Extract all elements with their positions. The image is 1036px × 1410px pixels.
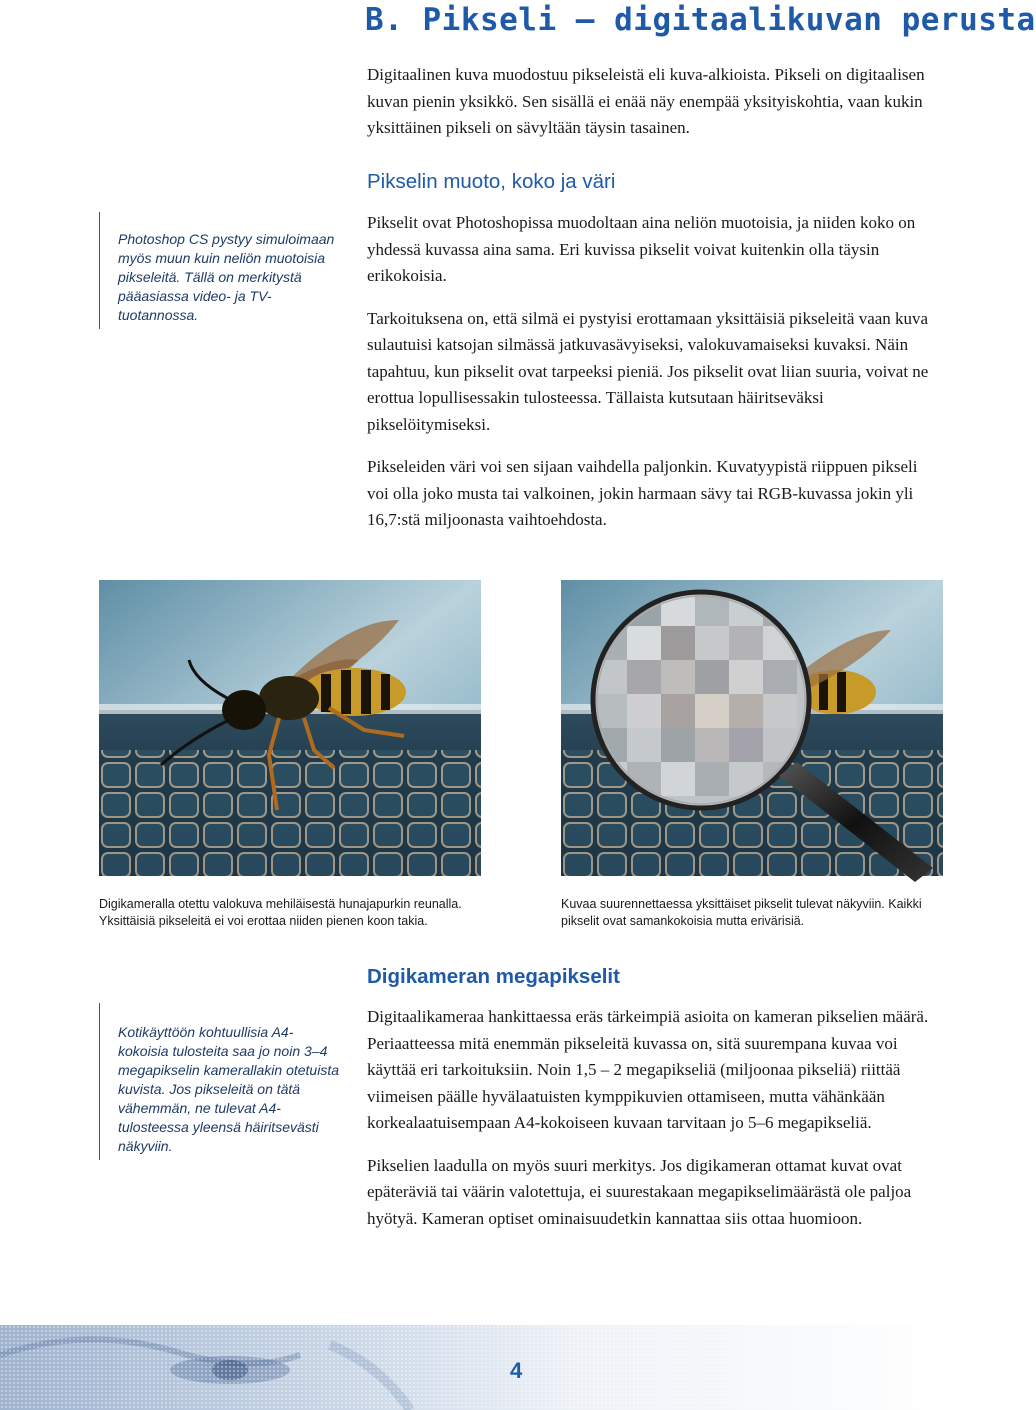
footer-face-image xyxy=(0,1325,960,1410)
sidenote-a4-prints: Kotikäyttöön kohtuullisia A4-kokoisia tulosteita saa jo noin 3–4 megapikselin kamerallakin otetuista kuvista. Jos pikseleitä on tätä vähemmän, ne tulevat A4-tulosteessa yleensä häiritsevästi näkyviin. xyxy=(99,1003,340,1160)
section1-paragraph: Tarkoituksena on, että silmä ei pystyisi erottamaan yksittäisiä pikseleitä vaan kuva sulautuisi katsojan silmässä jatkuvasävyiseksi, valokuvamaiseksi kuvaksi. Näin tapahtuu, kun pikselit ovat tarpeeksi pieniä. Jos pikselit ovat liian suuria, voivat ne erottua lopullisessakin tulosteessa. Tällaista kutsutaan häiritseväksi pikselöitymiseksi. xyxy=(367,308,929,434)
section2-paragraph: Digitaalikameraa hankittaessa eräs tärkeimpiä asioita on kameran pikselien määrä. Periaatteessa mitä enemmän pikseleitä kuvassa on, sitä suurempana kuvaa voi käyttää eri tarkoituksiin. Noin 1,5 – 2 megapikseliä (miljoonaa pikseliä) riittää viimeisen päälle hyvälaatuisten kymppikuvien ottamiseen, mutta vähänkään korkealaatuisempaan A4-kokoiseen kuvaan tarvitaan jo 5–6 megapikseliä. xyxy=(367,1007,929,1132)
section1-paragraph: Pikselit ovat Photoshopissa muodoltaan aina neliön muotoisia, ja niiden koko on yhdessä kuvassa aina sama. Eri kuvissa pikselit voivat kuitenkin olla täysin erikokoisia. xyxy=(367,213,916,285)
figure-caption-left: Digikameralla otettu valokuva mehiläisestä hunajapurkin reunalla. Yksittäisiä pikseleitä ei voi erottaa niiden pienen koon takia. xyxy=(99,897,462,928)
section2-body xyxy=(367,1004,942,1248)
intro-paragraph: Digitaalinen kuva muodostuu pikseleistä eli kuva-alkioista. Pikseli on digitaalisen kuvan pienin yksikkö. Sen sisällä ei enää näy enempää yksityiskohtia, vaan kukin yksittäinen pikseli on sävyltään täysin tasainen. xyxy=(367,65,925,137)
sidenote-photoshop: Photoshop CS pystyy simuloimaan myös muun kuin neliön muotoisia pikseleitä. Tällä on merkitystä pääasiassa video- ja TV-tuotannossa. xyxy=(99,212,340,329)
section-heading-megapixels: Digikameran megapikselit xyxy=(367,965,620,988)
page-title: B. Pikseli – digitaalikuvan perusta xyxy=(365,2,1036,38)
magnified-wasp-photo xyxy=(561,580,943,876)
wasp-photo xyxy=(99,580,481,876)
section1-body xyxy=(367,210,942,550)
section1-paragraph: Pikseleiden väri voi sen sijaan vaihdella paljonkin. Kuvatyypistä riippuen pikseli voi olla joko musta tai valkoinen, jokin harmaan sävy tai RGB-kuvassa jokin yli 16,7:stä miljoonasta vaihtoehdosta. xyxy=(367,457,918,529)
figure-caption-right: Kuvaa suurennettaessa yksittäiset pikselit tulevat näkyviin. Kaikki pikselit ovat samankokoisia mutta erivärisiä. xyxy=(561,897,922,928)
section2-paragraph: Pikselien laadulla on myös suuri merkitys. Jos digikameran ottamat kuvat ovat epäteräviä tai väärin valotettuja, ei suurestakaan megapikselimäärästä ole paljoa hyötyä. Kameran optiset ominaisuudetkin kannattaa siis ottaa huomioon. xyxy=(367,1155,912,1228)
section-heading-pixel-shape: Pikselin muoto, koko ja väri xyxy=(367,170,616,193)
page-number: 4 xyxy=(510,1358,523,1383)
